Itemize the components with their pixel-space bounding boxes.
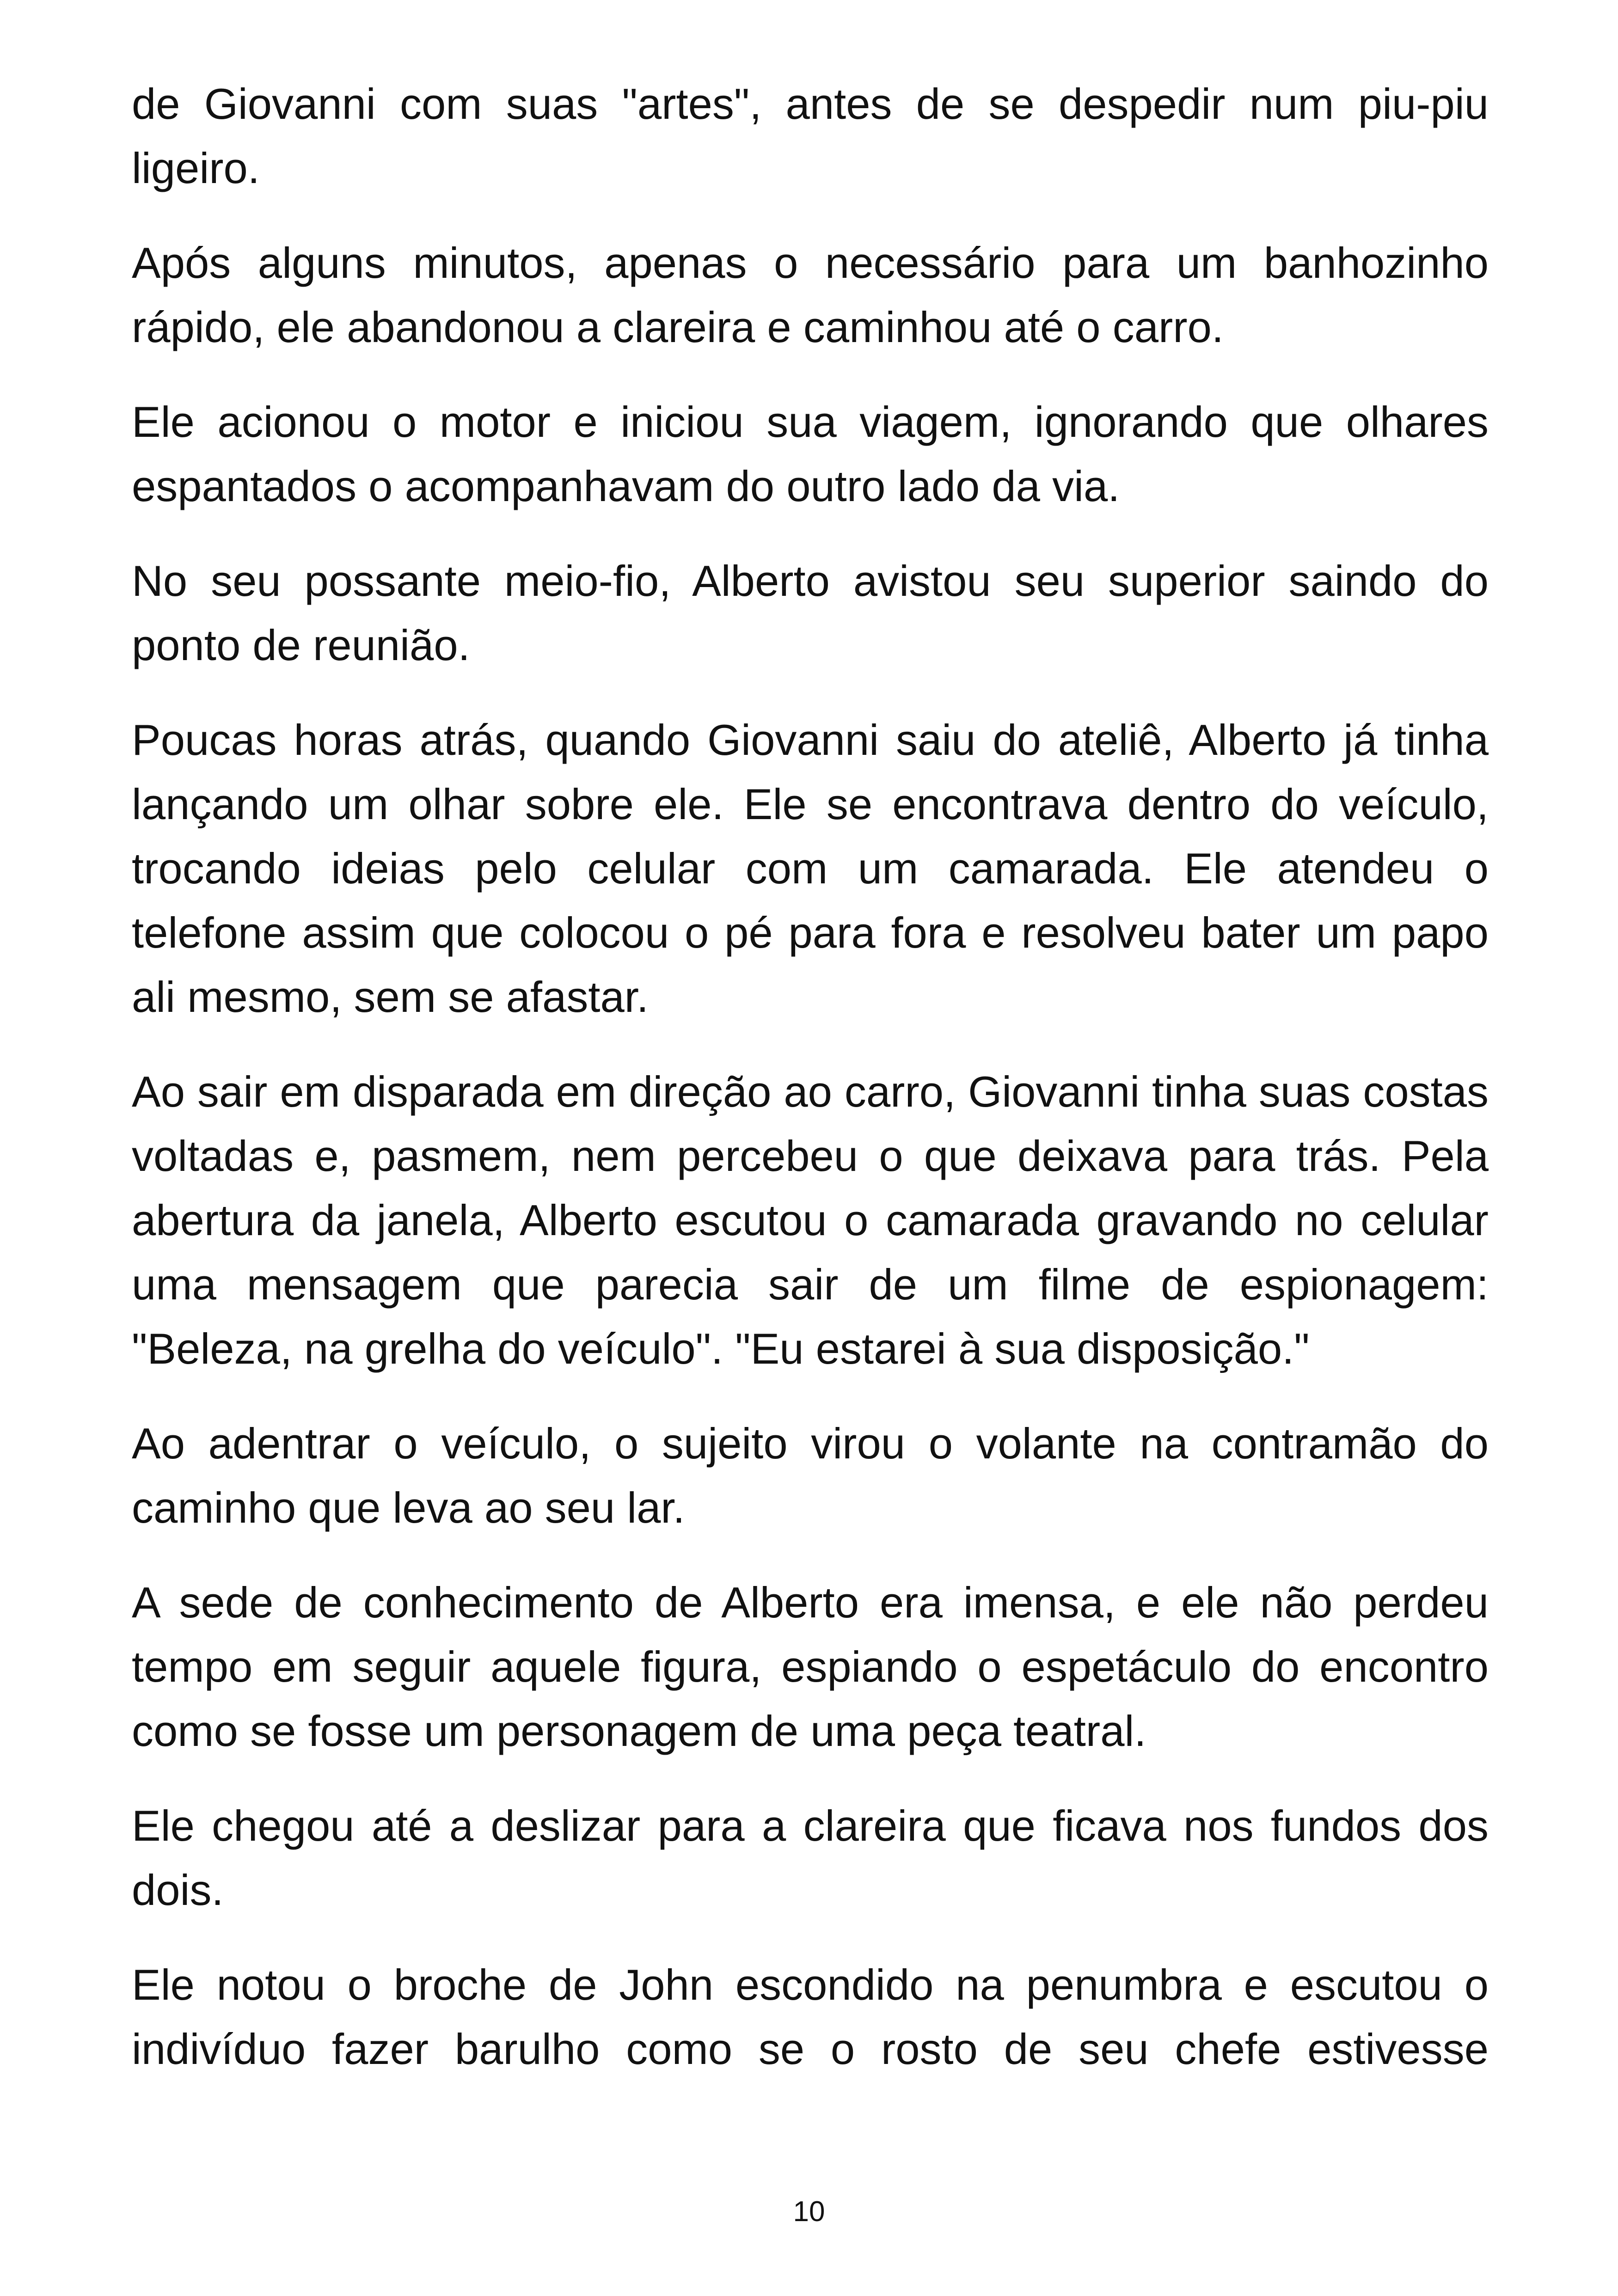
paragraph-2: Após alguns minutos, apenas o necessário para um banhozinho rápido, ele abandonou a clareira e caminhou até o carro.: [132, 239, 1489, 351]
paragraph-5: Poucas horas atrás, quando Giovanni saiu do ateliê, Alberto já tinha lançando um olhar sobre ele. Ele se encontrava dentro do veículo, trocando ideias pelo celular com um camarada. Ele atendeu o telefone assim que colocou o pé para fora e resolveu bater um papo ali mesmo, sem se afastar.: [132, 716, 1489, 1021]
paragraph-10: Ele notou o broche de John escondido na penumbra e escutou o indivíduo fazer barulho como se o rosto de seu chefe estivesse: [132, 1960, 1489, 2073]
paragraph-4: No seu possante meio-fio, Alberto avistou seu superior saindo do ponto de reunião.: [132, 557, 1489, 669]
paragraph-6: Ao sair em disparada em direção ao carro, Giovanni tinha suas costas voltadas e, pasmem, nem percebeu o que deixava para trás. Pela abertura da janela, Alberto escutou o camarada gravando no celular uma mensagem que parecia sair de um filme de espionagem: "Beleza, na grelha do veículo". "Eu estarei à sua disposição.": [132, 1067, 1489, 1373]
paragraph-3: Ele acionou o motor e iniciou sua viagem, ignorando que olhares espantados o acompanhavam do outro lado da via.: [132, 398, 1489, 510]
paragraph-1: de Giovanni com suas "artes", antes de se despedir num piu-piu ligeiro.: [132, 80, 1489, 192]
paragraph-7: Ao adentrar o veículo, o sujeito virou o volante na contramão do caminho que leva ao seu lar.: [132, 1419, 1489, 1532]
document-body: [132, 72, 1489, 2112]
paragraph-9: Ele chegou até a deslizar para a clareira que ficava nos fundos dos dois.: [132, 1801, 1489, 1914]
paragraph-8: A sede de conhecimento de Alberto era imensa, e ele não perdeu tempo em seguir aquele figura, espiando o espetáculo do encontro como se fosse um personagem de uma peça teatral.: [132, 1578, 1489, 1755]
page-number: 10: [793, 2196, 825, 2228]
